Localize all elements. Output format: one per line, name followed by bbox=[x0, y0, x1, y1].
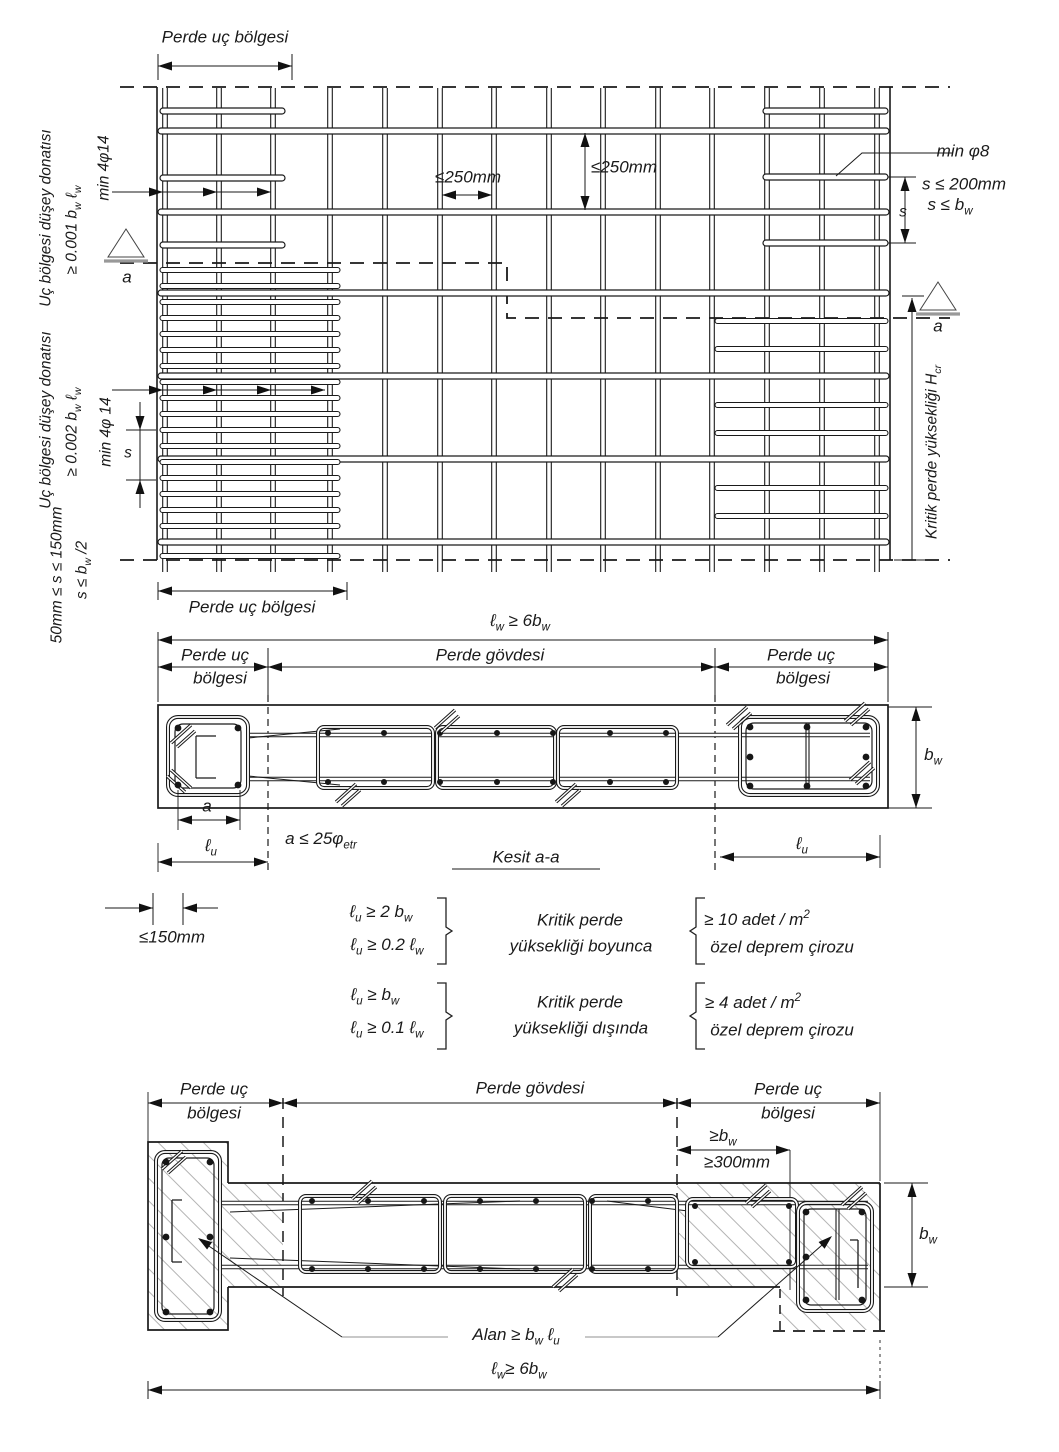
dimension-arrowhead bbox=[257, 386, 271, 395]
rebar-dot bbox=[163, 1234, 170, 1241]
label-plan-web: Perde gövdesi bbox=[475, 1078, 585, 1098]
label-dim-lu-right: ℓ$_u$ bbox=[796, 834, 808, 857]
left-zone-tight-tie bbox=[160, 284, 340, 289]
dimension-arrowhead bbox=[901, 177, 910, 191]
right-zone-tie bbox=[763, 108, 888, 114]
label-r1-req2: özel deprem çirozu bbox=[710, 937, 854, 957]
label-note2-line1: Uç bölgesi düşey donatısı bbox=[37, 331, 55, 509]
dimension-arrowhead bbox=[912, 707, 921, 721]
label-dim-150mm: ≤150mm bbox=[138, 927, 206, 947]
dimension-arrowhead bbox=[908, 298, 917, 312]
left-zone-tie bbox=[160, 108, 285, 114]
label-note3-line1: 50mm ≤ s ≤ 150mm bbox=[48, 506, 66, 644]
rebar-dot bbox=[309, 1198, 315, 1204]
left-zone-tight-tie bbox=[160, 508, 340, 513]
web-tie-loop bbox=[590, 1196, 677, 1272]
rebar-dot bbox=[607, 779, 613, 785]
flanged-wall-section-drawing bbox=[148, 1092, 928, 1399]
rebar-dot bbox=[175, 782, 182, 789]
rebar-dot bbox=[477, 1266, 483, 1272]
dimension-arrowhead bbox=[226, 816, 240, 825]
dimension-arrowhead bbox=[203, 386, 217, 395]
closing-brace bbox=[437, 898, 452, 964]
label-plan-zone-left-1: Perde uç bbox=[179, 1079, 249, 1099]
web-horizontal-bar bbox=[158, 290, 889, 296]
dimension-arrowhead bbox=[776, 1146, 790, 1155]
rebar-dot bbox=[786, 1259, 792, 1265]
dimension-arrowhead bbox=[178, 816, 192, 825]
closing-brace bbox=[437, 983, 452, 1049]
label-s-bw: $s \le b_w$ bbox=[927, 195, 973, 218]
hoop-core bbox=[300, 1196, 440, 1272]
rebar-dot bbox=[747, 783, 754, 790]
dimension-arrowhead bbox=[715, 663, 729, 672]
label-note2-min: min 4φ 14 bbox=[97, 397, 115, 467]
rebar-dot bbox=[863, 783, 870, 790]
dimension-arrowhead bbox=[866, 853, 880, 862]
left-zone-tight-tie bbox=[160, 460, 340, 465]
right-zone-tight-tie bbox=[715, 431, 888, 436]
label-note1-line2: ≥ 0.001 $b_w$ ℓ$_w$ bbox=[63, 185, 84, 275]
dimension-arrowhead bbox=[149, 188, 163, 197]
dimension-arrowhead bbox=[581, 196, 590, 210]
label-plan-zone-left-2: bölgesi bbox=[187, 1103, 241, 1123]
dimension-arrowhead bbox=[720, 853, 734, 862]
rebar-dot bbox=[163, 1159, 170, 1166]
dimension-arrowhead bbox=[663, 1099, 677, 1108]
label-r2-req1: ≥ 4 adet / $m^2$ bbox=[704, 992, 802, 1012]
label-plan-bw-min: $\ge b_w$ bbox=[709, 1126, 737, 1149]
label-r2-cond1: Kritik perde bbox=[537, 992, 623, 1012]
dimension-arrowhead bbox=[136, 416, 145, 430]
label-kesit-title: Kesit a-a bbox=[492, 847, 560, 867]
dimension-arrowhead bbox=[269, 1099, 283, 1108]
section-cut-triangle-right bbox=[920, 282, 956, 310]
left-zone-tight-tie bbox=[160, 396, 340, 401]
dimension-arrowhead bbox=[257, 188, 271, 197]
label-bw-section: $b_w$ bbox=[924, 745, 942, 768]
rebar-dot bbox=[645, 1266, 651, 1272]
label-min-phi8: min φ8 bbox=[936, 141, 990, 161]
rebar-dot bbox=[550, 730, 556, 736]
rebar-dot bbox=[786, 1203, 792, 1209]
rebar-dot bbox=[163, 1309, 170, 1316]
rebar-dot bbox=[804, 783, 811, 790]
rebar-dot bbox=[235, 725, 242, 732]
dimension-arrowhead bbox=[677, 1146, 691, 1155]
rebar-dot bbox=[803, 1209, 810, 1216]
left-zone-tight-tie bbox=[160, 316, 340, 321]
label-section-mark-a-right: a bbox=[933, 316, 943, 336]
left-zone-tight-tie bbox=[160, 412, 340, 417]
label-hcr: Kritik perde yüksekliği $H_{cr}$ bbox=[923, 364, 944, 540]
rebar-dot bbox=[803, 1297, 810, 1304]
label-top-zone: Perde uç bölgesi bbox=[161, 27, 289, 47]
dimension-arrowhead bbox=[203, 188, 217, 197]
rebar-dot bbox=[381, 779, 387, 785]
line bbox=[727, 707, 747, 725]
dimension-arrowhead bbox=[254, 858, 268, 867]
dimension-arrowhead bbox=[874, 663, 888, 672]
label-sect-web: Perde gövdesi bbox=[435, 645, 545, 665]
label-r2-ineq1: ℓ$_u$ ≥ $b_w$ bbox=[350, 985, 400, 1008]
label-r1-ineq1: ℓ$_u$ ≥ 2 $b_w$ bbox=[349, 902, 413, 925]
label-plan-bw: $b_w$ bbox=[919, 1224, 937, 1247]
label-s-right: s bbox=[899, 203, 907, 221]
hoop-core bbox=[590, 1196, 677, 1272]
rebar-dot bbox=[207, 1234, 214, 1241]
label-r1-cond2: yüksekliği boyunca bbox=[509, 936, 653, 956]
rebar-dot bbox=[550, 779, 556, 785]
rebar-dot bbox=[863, 724, 870, 731]
opening-brace bbox=[690, 983, 705, 1049]
dimension-arrowhead bbox=[148, 1386, 162, 1395]
rebar-dot bbox=[494, 730, 500, 736]
left-zone-tight-tie bbox=[160, 524, 340, 529]
label-r2-cond2: yüksekliği dışında bbox=[513, 1018, 649, 1038]
label-dim-a: a bbox=[202, 796, 212, 816]
label-lw-6bw-bottom: ℓ$_w$≥ $6b_w$ bbox=[491, 1359, 547, 1382]
rebar-dot bbox=[494, 779, 500, 785]
dimension-arrowhead bbox=[677, 1099, 691, 1108]
dimension-arrowhead bbox=[183, 904, 197, 913]
rebar-dot bbox=[533, 1198, 539, 1204]
web-tie-loop bbox=[445, 1196, 585, 1272]
dimension-arrowhead bbox=[866, 1099, 880, 1108]
left-zone-tight-tie bbox=[160, 332, 340, 337]
dimension-arrowhead bbox=[333, 587, 347, 596]
rebar-dot bbox=[863, 754, 870, 761]
rebar-dot bbox=[859, 1209, 866, 1216]
rebar-dot bbox=[747, 724, 754, 731]
left-zone-tight-tie bbox=[160, 554, 340, 559]
label-plan-300mm: ≥300mm bbox=[703, 1152, 771, 1172]
dimension-arrowhead bbox=[701, 663, 715, 672]
rebar-dot bbox=[589, 1266, 595, 1272]
left-zone-tight-tie bbox=[160, 492, 340, 497]
rebar-dot bbox=[804, 724, 811, 731]
right-zone-tight-tie bbox=[715, 319, 888, 324]
web-horizontal-bar bbox=[158, 128, 889, 134]
label-plan-zone-right-2: bölgesi bbox=[761, 1103, 815, 1123]
rebar-dot bbox=[325, 730, 331, 736]
inner-tie-detail bbox=[196, 736, 216, 778]
label-note1-min: min 4φ14 bbox=[95, 135, 113, 201]
dimension-arrowhead bbox=[158, 663, 172, 672]
dimension-arrowhead bbox=[139, 904, 153, 913]
dimension-arrowhead bbox=[283, 1099, 297, 1108]
label-plan-zone-right-1: Perde uç bbox=[753, 1079, 823, 1099]
rebar-dot bbox=[325, 779, 331, 785]
dimension-arrowhead bbox=[442, 191, 456, 200]
left-zone-tie bbox=[160, 175, 285, 181]
web-horizontal-bar bbox=[158, 539, 889, 545]
rebar-dot bbox=[421, 1198, 427, 1204]
label-dim-250-vertical: ≤250mm bbox=[590, 157, 658, 177]
right-zone-tight-tie bbox=[715, 347, 888, 352]
label-section-mark-a-left: a bbox=[122, 267, 132, 287]
label-r1-req1: ≥ 10 adet / $m^2$ bbox=[704, 909, 810, 929]
left-zone-tight-tie bbox=[160, 348, 340, 353]
dimension-arrowhead bbox=[581, 133, 590, 147]
dimension-arrowhead bbox=[158, 587, 172, 596]
label-r2-req2: özel deprem çirozu bbox=[710, 1020, 854, 1040]
left-zone-tight-tie bbox=[160, 380, 340, 385]
web-tie-loop bbox=[300, 1196, 440, 1272]
right-zone-tie bbox=[763, 240, 888, 246]
dimension-arrowhead bbox=[268, 663, 282, 672]
left-zone-tight-tie bbox=[160, 444, 340, 449]
rebar-dot bbox=[309, 1266, 315, 1272]
right-zone-tight-tie bbox=[715, 486, 888, 491]
rebar-dot bbox=[663, 779, 669, 785]
dimension-arrowhead bbox=[158, 858, 172, 867]
right-zone-tight-tie bbox=[715, 514, 888, 519]
dimension-arrowhead bbox=[874, 636, 888, 645]
dimension-arrowhead bbox=[148, 1099, 162, 1108]
section-a-a-drawing bbox=[105, 695, 932, 925]
label-note1-line1: Uç bölgesi düşey donatısı bbox=[37, 129, 55, 307]
dimension-arrowhead bbox=[908, 1273, 917, 1287]
label-lw-6bw-top: ℓ$_w$ ≥ $6b_w$ bbox=[490, 611, 550, 634]
rebar-dot bbox=[381, 730, 387, 736]
hoop-core bbox=[445, 1196, 585, 1272]
label-dim-lu-left: ℓ$_u$ bbox=[205, 836, 217, 859]
rebar-dot bbox=[437, 779, 443, 785]
rebar-dot bbox=[533, 1266, 539, 1272]
dimension-arrowhead bbox=[149, 386, 163, 395]
rebar-dot bbox=[235, 782, 242, 789]
label-sect-zone-right-1: Perde uç bbox=[766, 645, 836, 665]
rebar-dot bbox=[175, 725, 182, 732]
dimension-arrowhead bbox=[478, 191, 492, 200]
label-alan: Alan ≥ $b_w$ ℓ$_u$ bbox=[472, 1325, 560, 1348]
label-r1-ineq2: ℓ$_u$ ≥ 0.2 ℓ$_w$ bbox=[350, 935, 424, 958]
rebar-dot bbox=[421, 1266, 427, 1272]
left-zone-tight-tie bbox=[160, 268, 340, 273]
right-zone-tight-tie bbox=[715, 403, 888, 408]
dimension-arrowhead bbox=[254, 663, 268, 672]
opening-brace bbox=[690, 898, 705, 964]
rebar-dot bbox=[477, 1198, 483, 1204]
left-zone-tight-tie bbox=[160, 364, 340, 369]
section-cut-triangle-left bbox=[108, 229, 144, 257]
label-note2-line2: ≥ 0.002 $b_w$ ℓ$_w$ bbox=[63, 387, 84, 477]
label-bottom-zone: Perde uç bölgesi bbox=[188, 597, 316, 617]
min-phi8-leader bbox=[836, 153, 952, 176]
label-a-25phi: $a \le 25\varphi_{etr}$ bbox=[285, 829, 357, 852]
label-sect-zone-left-1: Perde uç bbox=[180, 645, 250, 665]
rebar-dot bbox=[859, 1297, 866, 1304]
rebar-dot bbox=[607, 730, 613, 736]
dimension-arrowhead bbox=[136, 480, 145, 494]
rebar-dot bbox=[365, 1198, 371, 1204]
web-horizontal-bar bbox=[158, 209, 889, 215]
dimension-arrowhead bbox=[278, 62, 292, 71]
rebar-dot bbox=[747, 754, 754, 761]
rebar-dot bbox=[663, 730, 669, 736]
rebar-dot bbox=[692, 1203, 698, 1209]
rebar-dot bbox=[365, 1266, 371, 1272]
left-zone-tie bbox=[160, 242, 285, 248]
left-zone-tight-tie bbox=[160, 476, 340, 481]
rebar-dot bbox=[692, 1259, 698, 1265]
rebar-dot bbox=[207, 1159, 214, 1166]
dimension-arrowhead bbox=[158, 636, 172, 645]
left-zone-tight-tie bbox=[160, 428, 340, 433]
rebar-dot bbox=[645, 1198, 651, 1204]
label-sect-zone-left-2: bölgesi bbox=[193, 668, 247, 688]
left-zone-tight-tie bbox=[160, 300, 340, 305]
label-s-left: s bbox=[124, 444, 132, 462]
dimension-arrowhead bbox=[158, 62, 172, 71]
label-sect-zone-right-2: bölgesi bbox=[776, 668, 830, 688]
rebar-dot bbox=[589, 1198, 595, 1204]
label-r2-ineq2: ℓ$_u$ ≥ 0.1 ℓ$_w$ bbox=[350, 1018, 424, 1041]
label-dim-250-horizontal: ≤250mm bbox=[434, 167, 502, 187]
dimension-arrowhead bbox=[912, 794, 921, 808]
web-horizontal-bar bbox=[158, 373, 889, 379]
dimension-arrowhead bbox=[866, 1386, 880, 1395]
dimension-arrowhead bbox=[901, 229, 910, 243]
label-s-200mm: s ≤ 200mm bbox=[922, 174, 1006, 194]
dimension-arrowhead bbox=[311, 386, 325, 395]
label-note3-line2: $s \le b_w$ /2 bbox=[73, 540, 94, 600]
dimension-arrowhead bbox=[908, 1183, 917, 1197]
right-zone-tie bbox=[763, 174, 888, 180]
rebar-dot bbox=[207, 1309, 214, 1316]
label-r1-cond1: Kritik perde bbox=[537, 910, 623, 930]
